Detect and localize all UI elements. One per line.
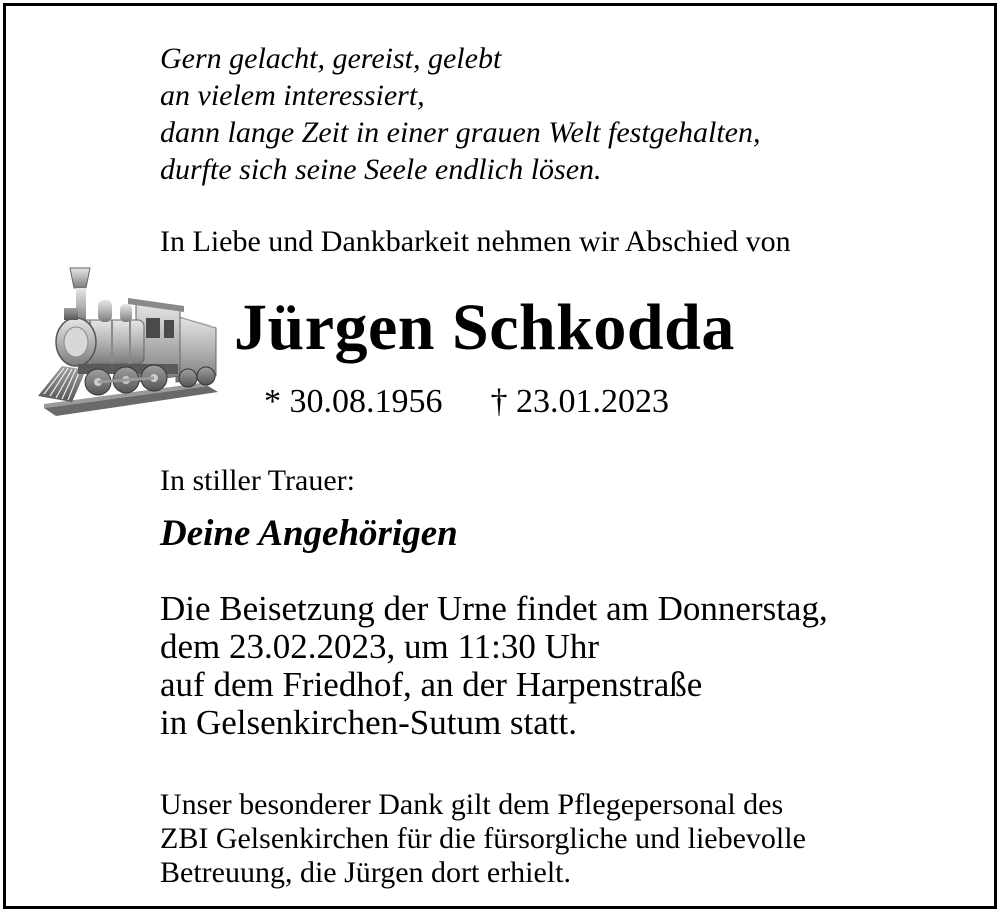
thanks-line: ZBI Gelsenkirchen für die fürsorgliche und liebevolle [160,822,806,855]
poem-line: Gern gelacht, gereist, gelebt [160,42,502,75]
steam-locomotive-icon [28,258,220,422]
funeral-line: Die Beisetzung der Urne findet am Donnerstag, [160,589,828,628]
obituary-frame [3,3,997,909]
family-signature: Deine Angehörigen [160,513,458,554]
death-date: † 23.01.2023 [490,383,669,420]
birth-date: * 30.08.1956 [264,383,443,420]
poem [160,40,960,188]
thanks-line: Betreuung, die Jürgen dort erhielt. [160,856,572,889]
deceased-name: Jürgen Schkodda [234,291,735,364]
thanks-line: Unser besonderer Dank gilt dem Pflegepersonal des [160,788,784,821]
poem-line: durfte sich seine Seele endlich lösen. [160,153,602,186]
life-dates [264,381,669,423]
thanks-note [160,788,980,890]
farewell-intro: In Liebe und Dankbarkeit nehmen wir Abschied von [160,225,791,258]
poem-line: an vielem interessiert, [160,79,425,112]
mourning-label: In stiller Trauer: [160,464,355,497]
poem-line: dann lange Zeit in einer grauen Welt festgehalten, [160,116,761,149]
funeral-line: in Gelsenkirchen-Sutum statt. [160,703,578,742]
funeral-notice [160,590,980,742]
funeral-line: auf dem Friedhof, an der Harpenstraße [160,665,703,704]
funeral-line: dem 23.02.2023, um 11:30 Uhr [160,627,600,666]
